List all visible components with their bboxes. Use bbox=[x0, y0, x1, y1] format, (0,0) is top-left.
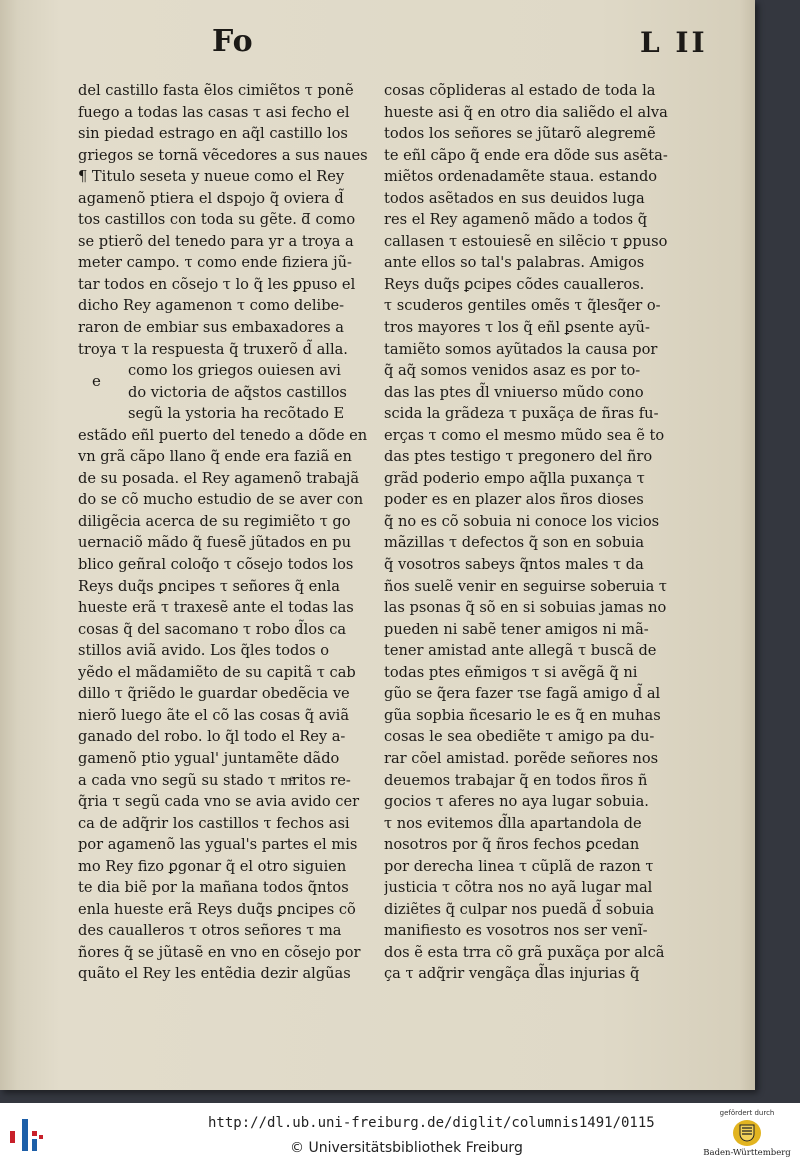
text-line: las psonas q̃ sõ en si sobuias jamas no bbox=[384, 599, 667, 617]
text-line: ça τ adq̃rir vengãça d̃las injurias q̃ bbox=[384, 965, 640, 983]
text-line: por derecha linea τ cũplã de razon τ bbox=[384, 857, 654, 875]
text-line: gamenõ ptio ygual' juntamẽte dãdo bbox=[78, 749, 340, 767]
text-line: do victoria de aq̃stos castillos bbox=[128, 383, 347, 401]
library-logo-icon[interactable] bbox=[10, 1117, 44, 1153]
text-line: deuemos trabajar q̃ en todos ñros ñ bbox=[384, 771, 648, 789]
text-line: mãzillas τ defectos q̃ son en sobuia bbox=[384, 534, 645, 552]
viewer-footer bbox=[0, 1103, 800, 1162]
text-line: ganado del robo. lo q̃l todo el Rey a- bbox=[78, 728, 346, 746]
text-line: ca de adq̃rir los castillos τ fechos asi bbox=[78, 814, 350, 832]
text-line: por agamenõ las ygual's partes el mis bbox=[78, 836, 358, 854]
text-line: Reys duq̃s ꝑncipes τ señores q̃ enla bbox=[78, 577, 340, 595]
text-line: rar cõel amistad. porẽde señores nos bbox=[384, 749, 659, 767]
text-line: tener amistad ante allegã τ buscã de bbox=[384, 642, 657, 660]
folio-number: L II bbox=[640, 26, 708, 59]
text-line: fuego a todas las casas τ asi fecho el bbox=[78, 103, 350, 121]
sponsor-name: Baden-Württemberg bbox=[703, 1148, 791, 1158]
text-line: τ nos evitemos d̃lla apartandola de bbox=[384, 814, 642, 832]
text-line: justicia τ cõtra nos no ayã lugar mal bbox=[384, 879, 653, 897]
sponsor-caption: gefördert durch bbox=[719, 1109, 775, 1117]
left-text-column bbox=[78, 80, 368, 985]
text-line: vn grã cãpo llano q̃ ende era faziã en bbox=[78, 448, 352, 466]
text-line: q̃ no es cõ sobuia ni conoce los vicios bbox=[384, 512, 660, 530]
text-line: agamenõ ptiera el dspojo q̃ oviera d̃ bbox=[78, 189, 344, 207]
text-line: τ scuderos gentiles omẽs τ q̃lesq̃er o- bbox=[384, 297, 661, 315]
state-crest-icon bbox=[732, 1119, 762, 1147]
text-line: miẽtos ordenadamẽte staua. estando bbox=[384, 168, 658, 186]
text-line: des caualleros τ otros señores τ ma bbox=[78, 922, 342, 940]
text-line: erças τ como el mesmo mũdo sea ẽ to bbox=[384, 426, 665, 444]
text-line: como los griegos ouiesen avi bbox=[128, 362, 341, 380]
text-line: griegos se tornã vẽcedores a sus naues bbox=[78, 146, 368, 164]
text-line: hueste erã τ traxesẽ ante el todas las bbox=[78, 599, 354, 617]
text-line: estãdo eñl puerto del tenedo a dõde en bbox=[78, 426, 368, 444]
text-line: sin piedad estrago en aq̃l castillo los bbox=[78, 125, 348, 143]
text-line: tar todos en cõsejo τ lo q̃ les ꝑpuso el bbox=[78, 275, 356, 293]
right-text-column bbox=[384, 80, 684, 985]
text-line: troya τ la respuesta q̃ truxerõ d̃ alla. bbox=[78, 340, 348, 358]
text-line: Reys duq̃s ꝑcipes cõdes caualleros. bbox=[384, 275, 645, 293]
text-line: todas ptes eñmigos τ si avẽgã q̃ ni bbox=[384, 663, 638, 681]
sponsor-badge bbox=[700, 1105, 794, 1161]
text-line: se ptierõ del tenedo para yr a troya a bbox=[78, 232, 354, 250]
text-line: scida la grãdeza τ puxãça de ñras fu- bbox=[384, 405, 659, 423]
text-line: ¶ Titulo seseta y nueue como el Rey bbox=[78, 168, 345, 186]
text-line: gocios τ aferes no aya lugar sobuia. bbox=[384, 793, 649, 811]
text-line: das ptes testigo τ pregonero del ñro bbox=[384, 448, 653, 466]
text-line: manifiesto es vosotros nos ser venĩ- bbox=[384, 922, 648, 940]
text-line: grãd poderio empo aq̃lla puxança τ bbox=[384, 469, 645, 487]
text-line: q̃ria τ segũ cada vno se avia avido cer bbox=[78, 793, 360, 811]
text-line: tamiẽto somos ayũtados la causa por bbox=[384, 340, 658, 358]
text-line: dos ẽ esta trra cõ grã puxãça por alcã bbox=[384, 943, 665, 961]
text-line: nosotros por q̃ ñros fechos ꝑcedan bbox=[384, 836, 640, 854]
text-line: pueden ni sabẽ tener amigos ni mã- bbox=[384, 620, 649, 638]
permalink-url[interactable]: http://dl.ub.uni-freiburg.de/diglit/columnis1491/0115 bbox=[208, 1115, 655, 1131]
text-line: te dia biẽ por la mañana todos q̃ntos bbox=[78, 879, 349, 897]
text-line: cosas le sea obediẽte τ amigo pa du- bbox=[384, 728, 655, 746]
copyright-notice: © Universitätsbibliothek Freiburg bbox=[290, 1140, 523, 1156]
text-line: nierõ luego ãte el cõ las cosas q̃ aviã bbox=[78, 706, 350, 724]
text-line: cosas cõplideras al estado de toda la bbox=[384, 82, 656, 99]
text-line: gũo se q̃era fazer τse fagã amigo d̃ al bbox=[384, 685, 661, 703]
text-line: ños suelẽ venir en seguirse soberuia τ bbox=[384, 577, 668, 595]
text-line: del castillo fasta ẽlos cimiẽtos τ ponẽ bbox=[78, 82, 354, 99]
text-line: cosas q̃ del sacomano τ robo d̃los ca bbox=[78, 620, 347, 638]
text-line: dillo τ q̃riẽdo le guardar obedẽcia ve bbox=[78, 685, 350, 703]
text-line: tros mayores τ los q̃ eñl ꝑsente ayũ- bbox=[384, 319, 650, 337]
text-line: stillos aviã avido. Los q̃les todos o bbox=[78, 642, 330, 660]
text-line: poder es en plazer alos ñros dioses bbox=[384, 491, 644, 509]
text-line: de su posada. el Rey agamenõ trabajã bbox=[78, 469, 360, 487]
text-line: uernaciõ mãdo q̃ fuesẽ jũtados en pu bbox=[78, 534, 352, 552]
drop-letter-guide: e bbox=[92, 372, 101, 390]
text-line: ante ellos so tal's palabras. Amigos bbox=[384, 254, 645, 272]
text-line: yẽdo el mãdamiẽto de su capitã τ cab bbox=[78, 663, 356, 681]
text-line: enla hueste erã Reys duq̃s ꝑncipes cõ bbox=[78, 900, 356, 918]
text-line: das las ptes d̃l vniuerso mũdo cono bbox=[384, 383, 644, 401]
text-line: blico geñral coloq̃o τ cõsejo todos los bbox=[78, 556, 354, 574]
text-line: todos los señores se jũtarõ alegremẽ bbox=[384, 125, 656, 143]
text-line: tos castillos con toda su gẽte. ƌ como bbox=[78, 211, 356, 229]
text-line: quãto el Rey les entẽdia dezir algũas bbox=[78, 965, 351, 983]
text-line: te eñl cãpo q̃ ende era dõde sus asẽta- bbox=[384, 146, 668, 164]
text-line: res el Rey agamenõ mãdo a todos q̃ bbox=[384, 211, 648, 229]
text-line: callasen τ estouiesẽ en silẽcio τ ꝑpuso bbox=[384, 232, 668, 250]
text-line: dicho Rey agamenon τ como delibe- bbox=[78, 297, 345, 315]
text-line: meter campo. τ como ende fiziera jũ- bbox=[78, 254, 352, 272]
text-line: gũa sopbia ñcesario le es q̃ en muhas bbox=[384, 706, 661, 724]
text-line: mo Rey fizo ꝑgonar q̃ el otro siguien bbox=[78, 857, 347, 875]
text-line: hueste asi q̃ en otro dia saliẽdo el alva bbox=[384, 103, 668, 121]
folio-header-left: Fo bbox=[212, 24, 254, 59]
text-line: diziẽtes q̃ culpar nos puedã d̃ sobuia bbox=[384, 900, 655, 918]
text-line: q̃ vosotros sabeys q̃ntos males τ da bbox=[384, 556, 644, 574]
text-line: a cada vno segũ su stado τ mͤritos re- bbox=[78, 771, 351, 789]
text-line: q̃ aq̃ somos venidos asaz es por to- bbox=[384, 362, 641, 380]
text-line: ñores q̃ se jũtasẽ en vno en cõsejo por bbox=[78, 943, 361, 961]
text-line: do se cõ mucho estudio de se aver con bbox=[78, 491, 364, 509]
text-line: segũ la ystoria ha recõtado E bbox=[128, 405, 345, 423]
text-line: todos asẽtados en sus deuidos luga bbox=[384, 189, 645, 207]
text-line: diligẽcia acerca de su regimiẽto τ go bbox=[78, 512, 351, 530]
text-line: raron de embiar sus embaxadores a bbox=[78, 319, 344, 337]
